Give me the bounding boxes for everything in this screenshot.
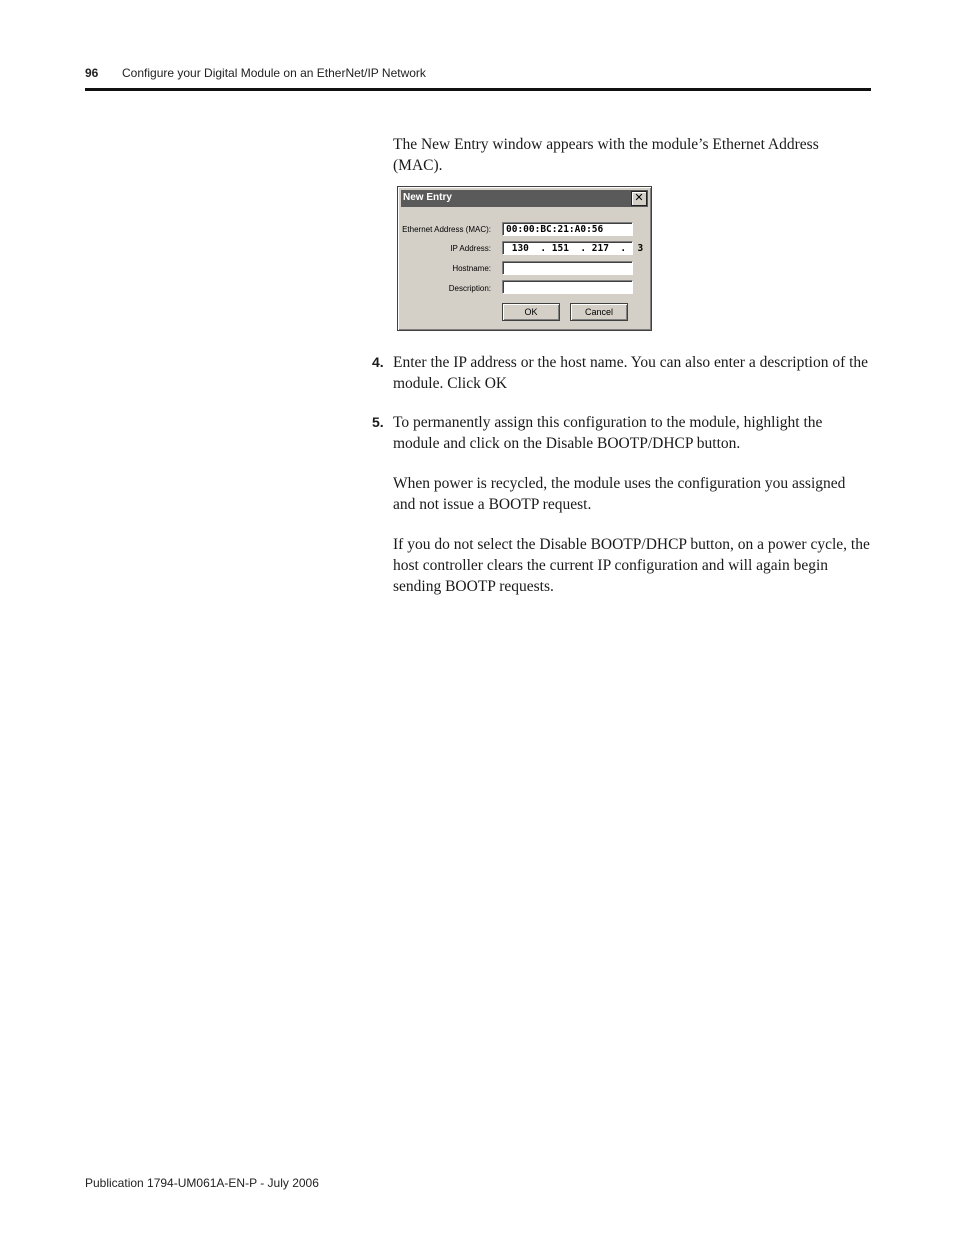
ip-address-field[interactable]: 130 . 151 . 217 . 3 — [502, 241, 633, 255]
cancel-button[interactable]: Cancel — [570, 303, 628, 321]
dialog-titlebar — [401, 190, 648, 207]
header-rule — [85, 88, 871, 91]
step-text: Enter the IP address or the host name. You can also enter a description of the module. Click OK — [393, 354, 869, 392]
step-number: 5. — [372, 414, 384, 430]
new-entry-dialog — [397, 186, 652, 331]
ok-button[interactable]: OK — [502, 303, 560, 321]
dialog-title: New Entry — [403, 192, 452, 203]
publication-footer: Publication 1794-UM061A-EN-P - July 2006 — [85, 1176, 319, 1190]
paragraph-power-recycled: When power is recycled, the module uses the configuration you assigned and not issue a BOOTP request. — [393, 475, 846, 513]
running-title: Configure your Digital Module on an EtherNet/IP Network — [122, 66, 426, 80]
paragraph-disable-bootp: If you do not select the Disable BOOTP/DHCP button, on a power cycle, the host controller clears the current IP configuration and will again begin sending BOOTP requests. — [393, 536, 870, 595]
step-number: 4. — [372, 354, 384, 370]
hostname-field[interactable] — [502, 261, 633, 275]
step-text: To permanently assign this configuration to the module, highlight the module and click on the Disable BOOTP/DHCP button. — [393, 414, 823, 452]
description-label: Description: — [448, 284, 491, 293]
hostname-label: Hostname: — [452, 264, 491, 273]
page-number: 96 — [85, 66, 99, 80]
description-field[interactable] — [502, 280, 633, 294]
close-icon[interactable]: ✕ — [631, 191, 647, 206]
ip-address-label: IP Address: — [450, 244, 491, 253]
intro-paragraph: The New Entry window appears with the module’s Ethernet Address (MAC). — [393, 136, 819, 174]
mac-address-field[interactable]: 00:00:BC:21:A0:56 — [502, 222, 633, 236]
mac-label: Ethernet Address (MAC): — [402, 225, 491, 234]
